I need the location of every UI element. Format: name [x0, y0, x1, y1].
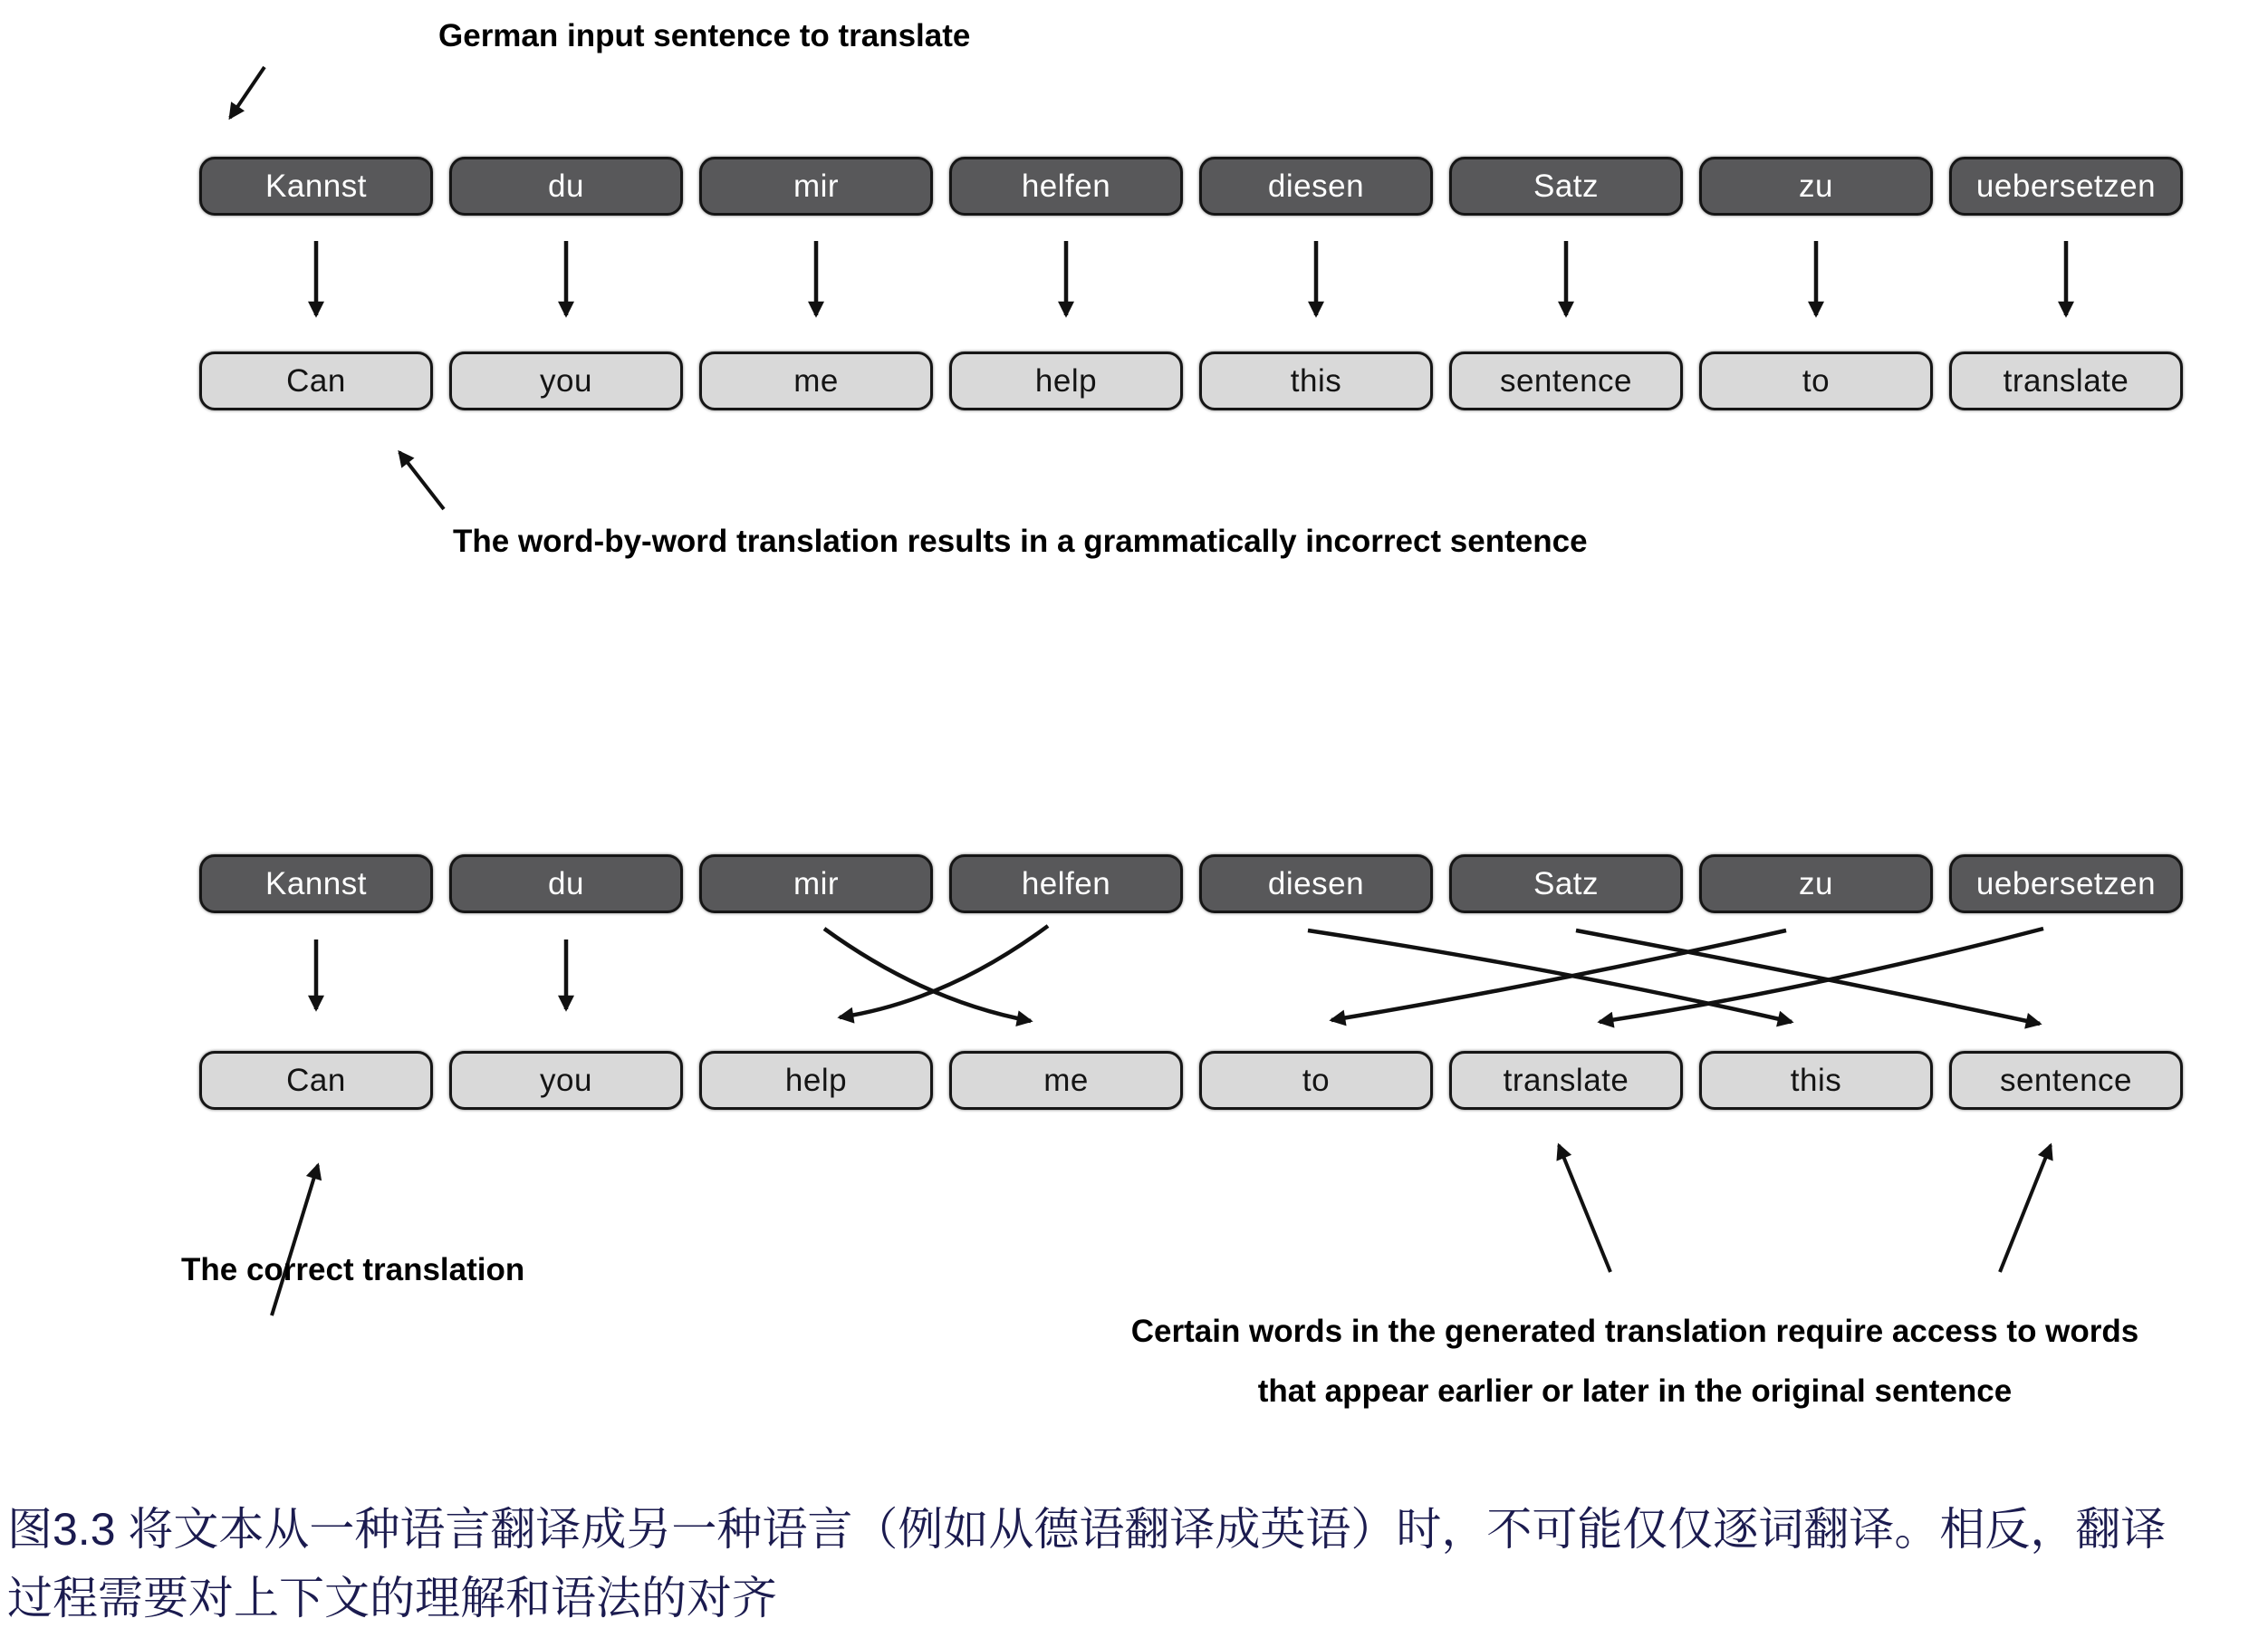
- top-german-row: [199, 157, 2183, 216]
- german-input-annotation: German input sentence to translate: [438, 18, 971, 53]
- pointer-arrow-context-translate: [1559, 1145, 1610, 1272]
- figure-caption-line1: 图3.3 将文本从一种语言翻译成另一种语言（例如从德语翻译成英语）时，不可能仅仅逐词翻译。相反，翻译: [7, 1504, 2167, 1555]
- english-word-pill: Can: [199, 352, 433, 410]
- german-word-pill: mir: [699, 157, 933, 216]
- english-word-pill: this: [1199, 352, 1433, 410]
- english-word-pill: to: [1199, 1051, 1433, 1110]
- align-arrow-zu-to: [1331, 930, 1786, 1020]
- align-arrow-diesen-this: [1308, 930, 1792, 1022]
- english-word-pill: translate: [1949, 352, 2183, 410]
- align-arrow-helfen-help: [840, 926, 1048, 1017]
- german-word-pill: helfen: [949, 157, 1183, 216]
- context-annotation-line1: Certain words in the generated translation require access to words: [1130, 1314, 2139, 1349]
- german-word-pill: uebersetzen: [1949, 157, 2183, 216]
- english-word-pill: translate: [1449, 1051, 1683, 1110]
- bottom-german-row: [199, 854, 2183, 913]
- context-annotation: [1060, 1302, 2210, 1421]
- german-word-pill: zu: [1699, 854, 1933, 913]
- english-word-pill: help: [699, 1051, 933, 1110]
- english-word-pill: you: [449, 1051, 683, 1110]
- english-word-pill: help: [949, 352, 1183, 410]
- pointer-arrow-wordbyword: [399, 452, 444, 509]
- german-word-pill: Kannst: [199, 157, 433, 216]
- german-word-pill: uebersetzen: [1949, 854, 2183, 913]
- align-arrow-uebersetzen-translate: [1600, 929, 2043, 1022]
- figure-caption-line2: 过程需要对上下文的理解和语法的对齐: [7, 1573, 777, 1624]
- top-english-row: [199, 352, 2183, 410]
- english-word-pill: sentence: [1949, 1051, 2183, 1110]
- german-word-pill: du: [449, 854, 683, 913]
- context-annotation-line2: that appear earlier or later in the original sentence: [1257, 1373, 2013, 1409]
- wordbyword-annotation: The word-by-word translation results in a grammatically incorrect sentence: [453, 524, 1588, 559]
- bottom-english-row: [199, 1051, 2183, 1110]
- german-word-pill: Kannst: [199, 854, 433, 913]
- german-word-pill: helfen: [949, 854, 1183, 913]
- correct-translation-annotation: The correct translation: [181, 1252, 525, 1287]
- english-word-pill: Can: [199, 1051, 433, 1110]
- english-word-pill: to: [1699, 352, 1933, 410]
- german-word-pill: du: [449, 157, 683, 216]
- pointer-arrow-context-sentence: [2000, 1145, 2051, 1272]
- figure-caption: [7, 1495, 2263, 1633]
- german-word-pill: zu: [1699, 157, 1933, 216]
- german-word-pill: mir: [699, 854, 933, 913]
- german-word-pill: Satz: [1449, 157, 1683, 216]
- english-word-pill: me: [949, 1051, 1183, 1110]
- german-word-pill: diesen: [1199, 157, 1433, 216]
- english-word-pill: you: [449, 352, 683, 410]
- align-arrow-mir-me: [824, 929, 1031, 1021]
- english-word-pill: me: [699, 352, 933, 410]
- align-arrow-satz-sentence: [1576, 930, 2040, 1024]
- pointer-arrow-german-input: [230, 67, 264, 118]
- german-word-pill: Satz: [1449, 854, 1683, 913]
- english-word-pill: sentence: [1449, 352, 1683, 410]
- pointer-arrow-correct-translation: [272, 1165, 318, 1315]
- german-word-pill: diesen: [1199, 854, 1433, 913]
- english-word-pill: this: [1699, 1051, 1933, 1110]
